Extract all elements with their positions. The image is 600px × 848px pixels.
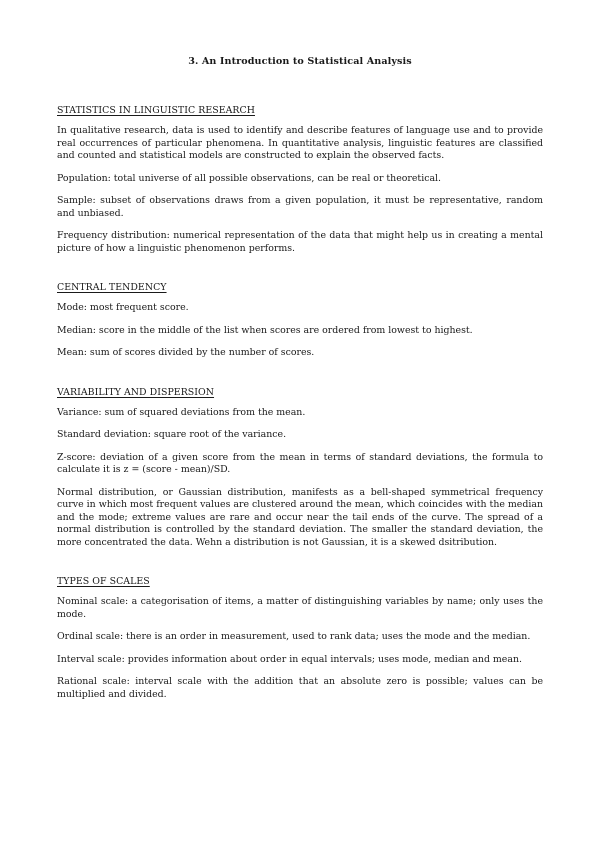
paragraph: Nominal scale: a categorisation of items, a matter of distinguishing variables by name; only uses the mode. (57, 596, 543, 620)
paragraph: Mean: sum of scores divided by the number of scores. (57, 347, 315, 358)
document-page (57, 56, 543, 728)
paragraph: Frequency distribution: numerical representation of the data that might help us in creating a mental picture of how a linguistic phenomenon performs. (57, 230, 543, 254)
paragraph: Normal distribution, or Gaussian distribution, manifests as a bell-shaped symmetrical frequency curve in which most frequent values are clustered around the mean, which coincides with the median and the mode; extreme values are rare and occur near the tail ends of the curve. The spread of a normal distribution is controlled by the standard deviation. The smaller the standard deviation, the more concentrated the data. Wehn a distribution is not Gaussian, it is a skewed dsitribution. (57, 486, 543, 548)
section-statistics-in-linguistic-research (57, 105, 543, 255)
paragraph: Sample: subset of observations draws from a given population, it must be representative, random and unbiased. (57, 195, 543, 219)
section-heading: STATISTICS IN LINGUISTIC RESEARCH (57, 105, 255, 116)
paragraph: Population: total universe of all possible observations, can be real or theoretical. (57, 172, 442, 184)
section-types-of-scales (57, 576, 543, 701)
section-heading: VARIABILITY AND DISPERSION (57, 386, 215, 398)
page-title: 3. An Introduction to Statistical Analysis (188, 56, 412, 67)
paragraph: In qualitative research, data is used to identify and describe features of language use and to provide real occurrences of particular phenomena. In quantitative analysis, linguistic features are classified and counted and statistical models are constructed to explain the observed facts. (57, 125, 543, 161)
paragraph: Z-score: deviation of a given score from the mean in terms of standard deviations, the formula to calculate it is z = (score - mean)/SD. (57, 451, 543, 475)
section-central-tendency (57, 282, 543, 360)
paragraph: Variance: sum of squared deviations from the mean. (57, 406, 306, 418)
paragraph: Interval scale: provides information about order in equal intervals; uses mode, median and mean. (57, 653, 522, 665)
paragraph: Median: score in the middle of the list when scores are ordered from lowest to highest. (57, 324, 473, 336)
section-heading: TYPES OF SCALES (57, 576, 150, 587)
section-variability-and-dispersion (57, 387, 543, 550)
section-heading: CENTRAL TENDENCY (57, 282, 167, 293)
paragraph: Ordinal scale: there is an order in measurement, used to rank data; uses the mode and the median. (57, 631, 531, 642)
paragraph: Standard deviation: square root of the variance. (57, 429, 287, 440)
paragraph: Mode: most frequent score. (57, 302, 189, 313)
paragraph: Rational scale: interval scale with the addition that an absolute zero is possible; values can be multiplied and divided. (57, 676, 543, 700)
